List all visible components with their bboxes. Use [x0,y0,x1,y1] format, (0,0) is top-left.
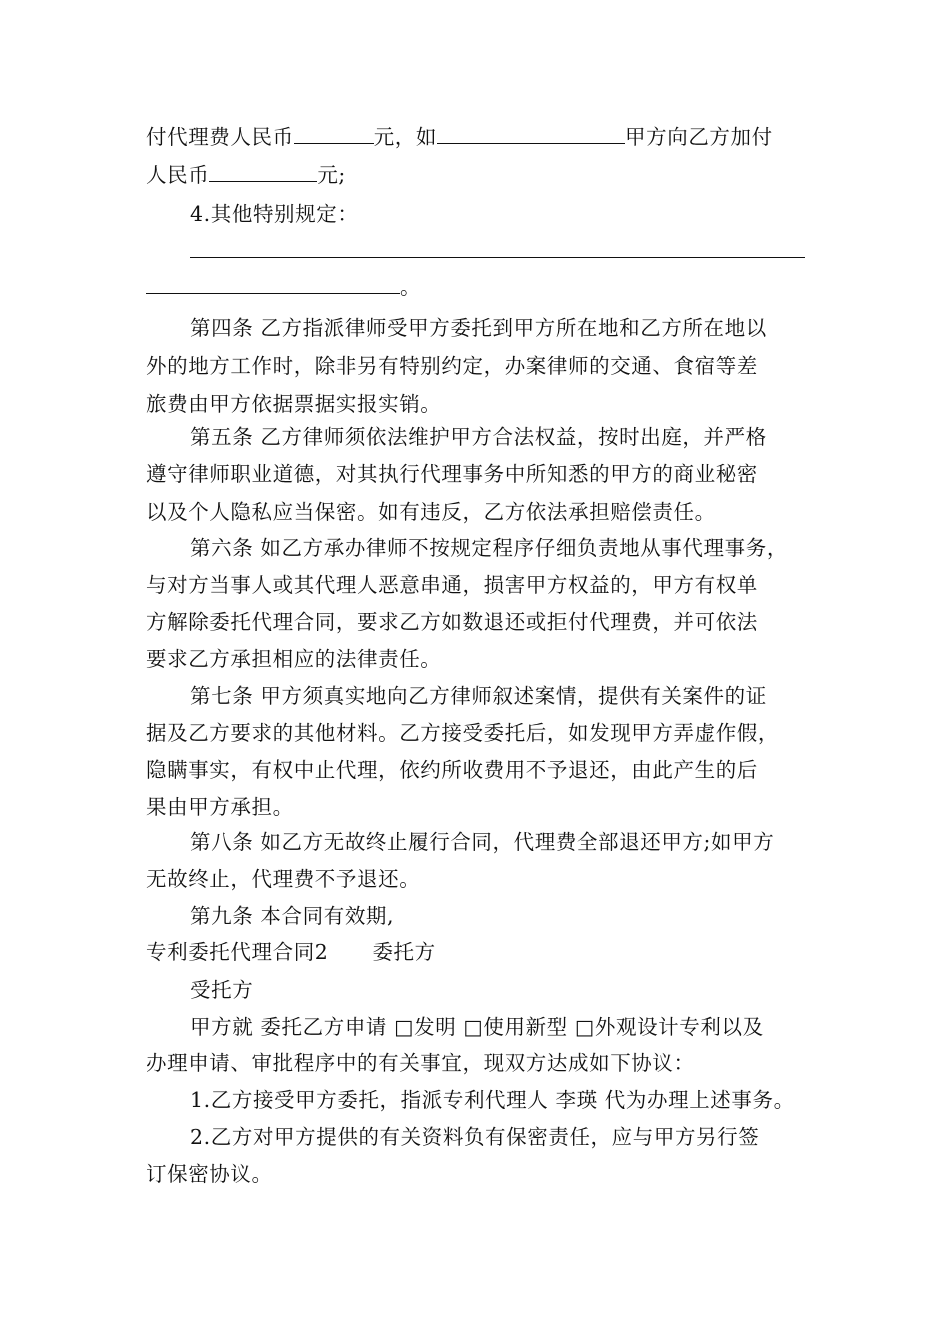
text-line: 付代理费人民币 元，如 甲方向乙方加付 [146,125,773,149]
fill-blank [437,123,625,144]
text-line: 旅费由甲方依据票据实报实销。 [146,392,442,416]
text-line: 第六条 如乙方承办律师不按规定程序仔细负责地从事代理事务， [190,536,788,560]
text-line: 1.乙方接受甲方委托，指派专利代理人 李瑛 代为办理上述事务。 [190,1088,795,1112]
fill-blank [146,273,400,294]
text-line: 隐瞒事实，有权中止代理，依约所收费用不予退还，由此产生的后 [146,758,758,782]
text-line: 2.乙方对甲方提供的有关资料负有保密责任，应与甲方另行签 [190,1125,760,1149]
text-line: 据及乙方要求的其他材料。乙方接受委托后，如发现甲方弄虚作假， [146,721,779,745]
text-line: 。 [146,273,421,300]
text-line: 外的地方工作时，除非另有特别约定，办案律师的交通、食宿等差 [146,354,758,378]
text-line: 甲方就 委托乙方申请 □发明 □使用新型 □外观设计专利以及 [190,1015,764,1039]
text-line: 以及个人隐私应当保密。如有违反，乙方依法承担赔偿责任。 [146,500,716,524]
text-line: 4.其他特别规定： [190,202,359,226]
text-line: 人民币 元; [146,163,346,187]
text-line: 专利委托代理合同2 委托方 [146,940,436,964]
text-line: 订保密协议。 [146,1162,273,1186]
text-line: 第五条 乙方律师须依法维护甲方合法权益，按时出庭，并严格 [190,425,767,449]
text-line: 办理申请、审批程序中的有关事宜，现双方达成如下协议： [146,1051,695,1075]
text-line: 要求乙方承担相应的法律责任。 [146,647,442,671]
text-line: 方解除委托代理合同，要求乙方如数退还或拒付代理费，并可依法 [146,610,758,634]
text-line: 第九条 本合同有效期, [190,904,395,928]
text-line: 遵守律师职业道德，对其执行代理事务中所知悉的甲方的商业秘密 [146,462,758,486]
text-line: 与对方当事人或其代理人恶意串通，损害甲方权益的，甲方有权单 [146,573,758,597]
text-line: 受托方 [190,978,254,1002]
section-title: 专利委托代理合同2 [146,940,329,964]
text-line: 第四条 乙方指派律师受甲方委托到甲方所在地和乙方所在地以 [190,316,767,340]
fill-blank [209,161,317,182]
fill-line [190,257,805,258]
text-line: 第七条 甲方须真实地向乙方律师叙述案情，提供有关案件的证 [190,684,767,708]
text-line: 无故终止，代理费不予退还。 [146,867,421,891]
text-line: 果由甲方承担。 [146,795,294,819]
fill-blank [294,123,374,144]
text-line: 第八条 如乙方无故终止履行合同，代理费全部退还甲方;如甲方 [190,830,775,854]
